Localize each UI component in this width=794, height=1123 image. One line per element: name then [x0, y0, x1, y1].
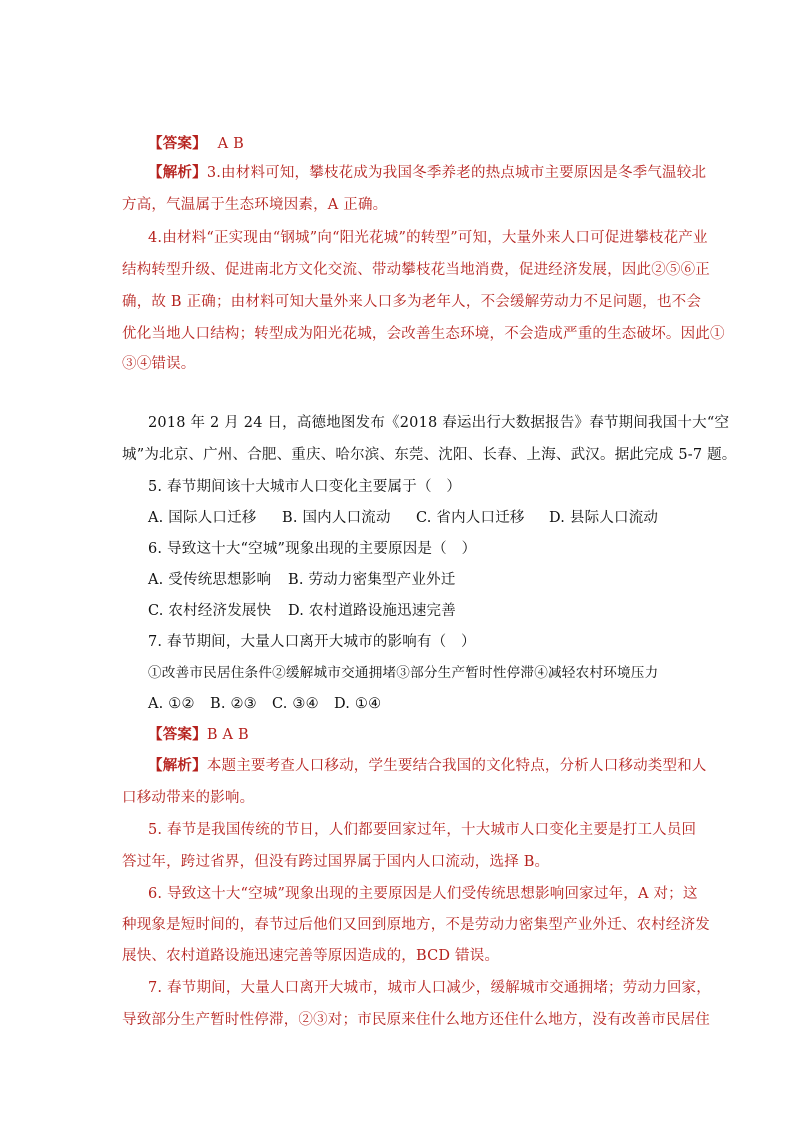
q7-option-c: C. ③④: [272, 696, 319, 712]
answer-value-2: B A B: [206, 727, 249, 743]
q5-option-a: A. 国际人口迁移: [148, 510, 257, 526]
explain-7-line-1: 7. 春节期间，大量人口离开大城市，城市人口减少，缓解城市交通拥堵；劳动力回家，: [148, 980, 711, 996]
explain-5-line-2: 答过年，跨过省界，但没有跨过国界属于国内人口流动，选择 B。: [122, 854, 550, 870]
answer-label-2: 【答案】: [148, 726, 207, 743]
q6-option-c: C. 农村经济发展快: [148, 603, 272, 619]
q5-option-b: B. 国内人口流动: [282, 510, 391, 526]
question-7-items: ①改善市民居住条件②缓解城市交通拥堵③部分生产暂时性停滞④减轻农村环境压力: [148, 665, 659, 681]
analysis-line-2: 方高，气温属于生态环境因素，A 正确。: [122, 197, 388, 213]
question-5: 5. 春节期间该十大城市人口变化主要属于（ ）: [148, 479, 462, 495]
analysis-label-2: 【解析】: [148, 757, 207, 774]
explain-5-line-1: 5. 春节是我国传统的节日，人们都要回家过年，十大城市人口变化主要是打工人员回: [148, 822, 697, 838]
analysis-line-4: 口移动带来的影响。: [122, 790, 255, 806]
q6-option-d: D. 农村道路设施迅速完善: [288, 603, 456, 619]
question-5-options: [148, 508, 658, 528]
analysis-line-1: [148, 163, 706, 183]
answer-line-2: [148, 725, 249, 745]
analysis-q4-line-3: 确，故 B 正确；由材料可知大量外来人口多为老年人，不会缓解劳动力不足问题，也不会: [122, 294, 702, 310]
q5-option-c: C. 省内人口迁移: [416, 510, 525, 526]
q7-option-d: D. ①④: [334, 696, 382, 712]
q7-option-a: A. ①②: [148, 696, 195, 712]
answer-value: A B: [217, 136, 244, 152]
analysis-q4-line-5: ③④错误。: [122, 356, 196, 372]
q6-option-b: B. 劳动力密集型产业外迁: [288, 572, 456, 588]
analysis-text: 3.由材料可知，攀枝花成为我国冬季养老的热点城市主要原因是冬季气温较北: [206, 165, 707, 181]
question-6-options-cd: [148, 601, 456, 621]
intro-line-2: 城”为北京、广州、合肥、重庆、哈尔滨、东莞、沈阳、长春、上海、武汉。据此完成 5-7 题。: [122, 447, 737, 463]
question-6: 6. 导致这十大“空城”现象出现的主要原因是（ ）: [148, 541, 477, 557]
analysis-line-3: [148, 756, 707, 776]
q7-option-b: B. ②③: [210, 696, 257, 712]
intro-line-1: 2018 年 2 月 24 日，高德地图发布《2018 春运出行大数据报告》春节期间我国十大“空: [148, 415, 730, 431]
analysis-text-2: 本题主要考查人口移动，学生要结合我国的文化特点，分析人口移动类型和人: [206, 758, 707, 774]
analysis-q4-line-4: 优化当地人口结构；转型成为阳光花城，会改善生态环境，不会造成严重的生态破坏。因此①: [122, 326, 725, 342]
answer-label: 【答案】: [148, 135, 207, 152]
question-7-options: [148, 694, 381, 714]
analysis-q4-line-2: 结构转型升级、促进南北方文化交流、带动攀枝花当地消费，促进经济发展，因此②⑤⑥正: [122, 262, 710, 278]
explain-6-line-1: 6. 导致这十大“空城”现象出现的主要原因是人们受传统思想影响回家过年，A 对；这: [148, 886, 698, 902]
question-6-options-ab: [148, 570, 455, 590]
explain-7-line-2: 导致部分生产暂时性停滞，②③对；市民原来住什么地方还住什么地方，没有改善市民居住: [122, 1012, 710, 1028]
answer-line-1: [148, 134, 244, 154]
q5-option-d: D. 县际人口流动: [549, 510, 659, 526]
explain-6-line-2: 种现象是短时间的，春节过后他们又回到原地方，不是劳动力密集型产业外迁、农村经济发: [122, 917, 710, 933]
analysis-q4-line-1: 4.由材料“正实现由“钢城”向“阳光花城”的转型”可知，大量外来人口可促进攀枝花产业: [148, 230, 708, 246]
q6-option-a: A. 受传统思想影响: [148, 572, 272, 588]
question-7: 7. 春节期间，大量人口离开大城市的影响有（ ）: [148, 634, 476, 650]
explain-6-line-3: 展快、农村道路设施迅速完善等原因造成的，BCD 错误。: [122, 948, 500, 964]
analysis-label: 【解析】: [148, 164, 207, 181]
